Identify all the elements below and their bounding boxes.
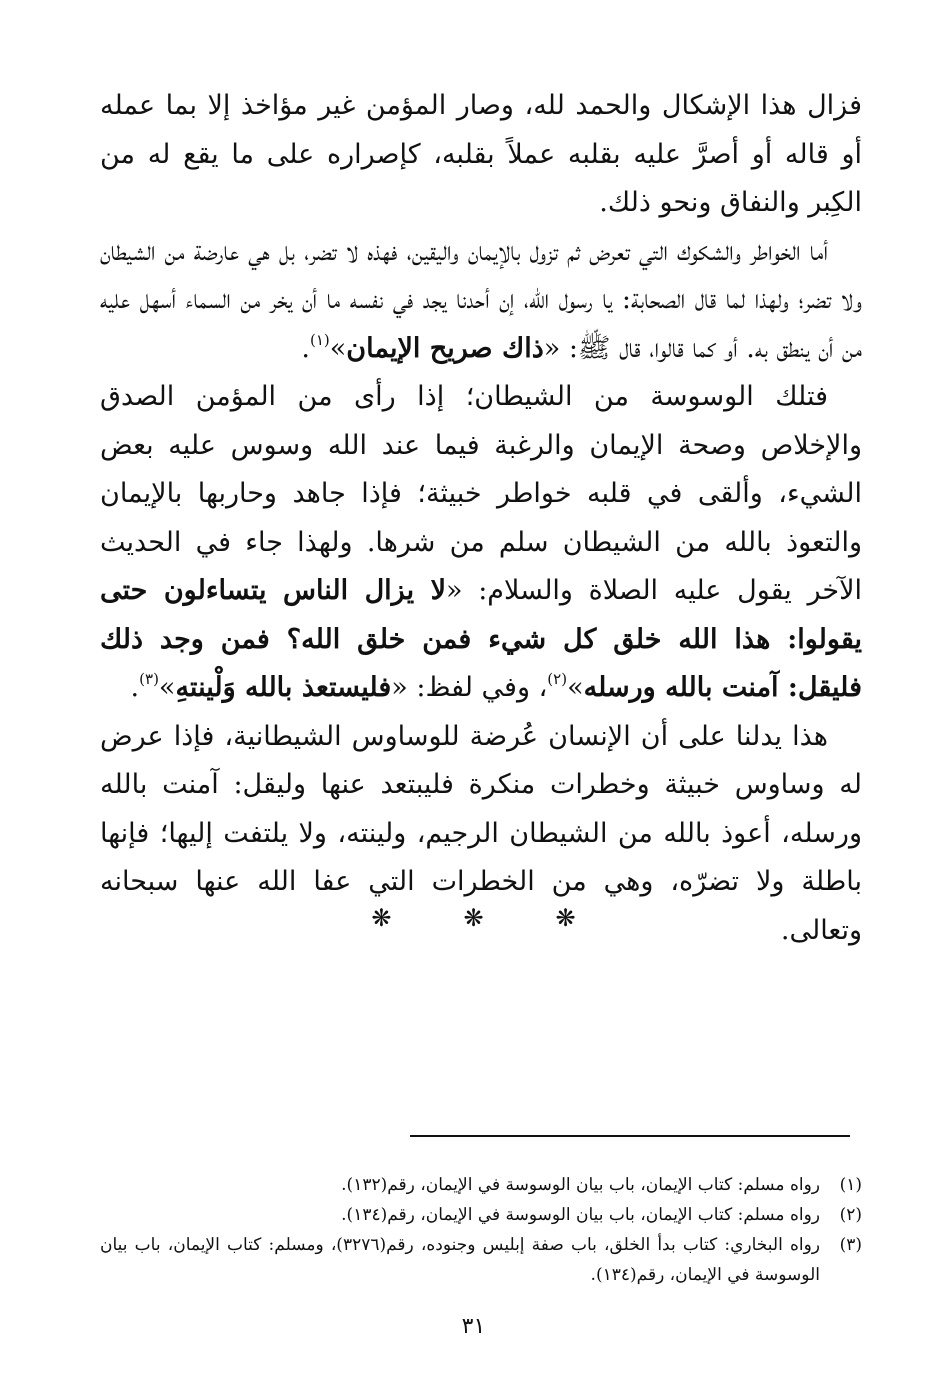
footnote-divider [410,1135,850,1137]
main-text [100,82,862,955]
footnote-ref-2[interactable]: (٢) [547,670,568,688]
footnote-item [100,1200,862,1230]
page-number: ٣١ [461,1314,486,1339]
paragraph-3-mid: ، وفي لفظ: « [391,672,548,703]
paragraph-1: فزال هذا الإشكال والحمد لله، وصار المؤمن غير مؤاخذ إلا بما عمله أو قاله أو أصرَّ عليه بقلبه عملاً بقلبه، كإصراره على ما يقع له من الكِبر والنفاق ونحو ذلك. [100,90,862,218]
footnote-number: (٣) [839,1235,862,1255]
quote-close-3: » [158,672,176,703]
hadith-quote-2: لا يزال الناس يتساءلون حتى يقولوا: هذا الله خلق كل شيء فمن خلق الله؟ فمن وجد ذلك فليقل: آمنت بالله ورسله [100,575,862,703]
quote-close-1: » [329,332,347,364]
footnote-text: رواه البخاري: كتاب بدأ الخلق، باب صفة إبليس وجنوده، رقم(٣٢٧٦)، ومسلم: كتاب الإيمان، باب بيان الوسوسة في الإيمان، رقم(١٣٤). [100,1235,820,1285]
paragraph-4: هذا يدلنا على أن الإنسان عُرضة للوساوس الشيطانية، فإذا عرض له وساوس خبيثة وخطرات منكرة فليبتعد عنها وليقل: آمنت بالله ورسله، أعوذ بالله من الشيطان الرجيم، ولينته، ولا يلتفت إليها؛ فإنها باطلة ولا تضرّه، وهي من الخطرات التي عفا الله عنها سبحانه وتعالى. [100,720,862,946]
section-separator [0,904,947,932]
hadith-quote-1: ذاك صريح الإيمان [346,332,544,364]
footnote-text: رواه مسلم: كتاب الإيمان، باب بيان الوسوسة في الإيمان، رقم(١٣٤). [341,1205,820,1225]
footnote-text: رواه مسلم: كتاب الإيمان، باب بيان الوسوسة في الإيمان، رقم(١٣٢). [341,1175,820,1195]
footnotes [100,1170,862,1290]
footnote-number: (١) [839,1175,862,1195]
paragraph-2-text: أما الخواطر والشكوك التي تعرض ثم تزول بالإيمان واليقين، فهذه لا تضر، بل هي عارضة من الشيطان ولا تضر؛ ولهذا لما قال الصحابة: يا رسول الله، إن أحدنا يجد في نفسه ما أن يخر من السماء أسهل عليه من أن ينطق به. أو كما قالوا، قال ﷺ: « [100,235,862,364]
paragraph-3-text: فتلك الوسوسة من الشيطان؛ إذا رأى من المؤمن الصدق والإخلاص وصحة الإيمان والرغبة فيما عند الله وسوس عليه بعض الشيء، وألقى في قلبه خواطر خبيثة؛ فإذا جاهد وحاربها بالإيمان والتعوذ بالله من الشيطان سلم من شرها. ولهذا جاء في الحديث الآخر يقول عليه الصلاة والسلام: « [100,381,862,606]
separator-star-icon: ❋ [371,904,392,932]
paragraph-2-end: . [301,332,310,364]
footnote-item [100,1170,862,1200]
paragraph-3 [100,373,862,713]
hadith-quote-3: فليستعذ بالله وَلْينتهِ [175,672,392,703]
paragraph-2 [100,228,862,374]
footnote-ref-1[interactable]: (١) [309,330,330,349]
quote-close-2: » [567,672,584,703]
paragraph-3-end: . [130,672,140,703]
footnote-number: (٢) [839,1205,862,1225]
footnote-ref-3[interactable]: (٣) [139,670,159,688]
footnote-item [100,1230,862,1290]
separator-star-icon: ❋ [463,904,484,932]
separator-star-icon: ❋ [555,904,576,932]
